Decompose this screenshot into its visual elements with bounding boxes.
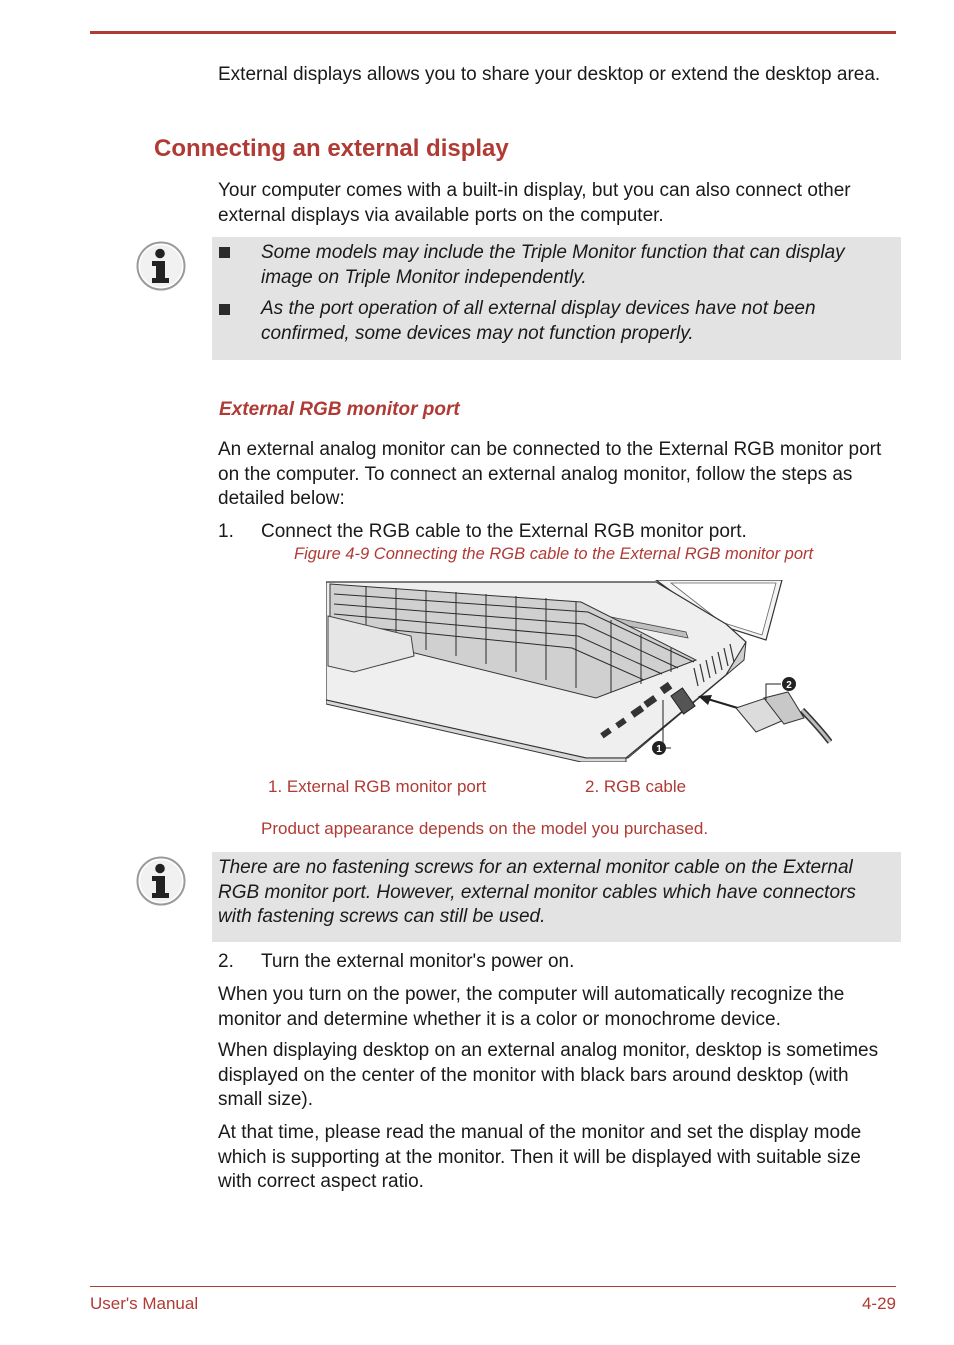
note-2-text: There are no fastening screws for an external monitor cable on the External RGB monitor port. However, external monitor cables which have connectors with fastening screws can still be used. — [218, 857, 856, 927]
paragraph-3: At that time, please read the manual of the monitor and set the display mode which is supporting at the monitor. Then it will be displayed with suitable size with correct aspect ratio. — [218, 1122, 862, 1192]
step-1-text: Connect the RGB cable to the External RGB monitor port. — [261, 521, 747, 542]
page-number: 4-29 — [861, 1294, 896, 1313]
subsection-paragraph: An external analog monitor can be connected to the External RGB monitor port on the computer. To connect an external analog monitor, follow the steps as detailed below: — [218, 439, 882, 509]
footer-rule — [90, 1286, 896, 1287]
footer-title: User's Manual — [90, 1294, 199, 1313]
figure-caption: Figure 4-9 Connecting the RGB cable to the External RGB monitor port — [294, 545, 814, 563]
figure-label-2: 2. RGB cable — [585, 777, 687, 796]
figure-note: Product appearance depends on the model you purchased. — [261, 819, 709, 838]
subsection-heading: External RGB monitor port — [219, 399, 460, 420]
paragraph-1: When you turn on the power, the computer will automatically recognize the monitor and determine whether it is a color or monochrome device. — [218, 984, 845, 1030]
note-item-1: Some models may include the Triple Monitor function that can display image on Triple Monitor independently. — [261, 242, 845, 288]
laptop-illustration — [326, 580, 832, 762]
bullet-square — [219, 304, 230, 315]
figure-label-1: 1. External RGB monitor port — [268, 777, 487, 796]
top-rule — [90, 31, 896, 34]
note-item-2: As the port operation of all external display devices have not been confirmed, some devices may not function properly. — [261, 298, 816, 344]
note-box-2 — [212, 852, 901, 942]
step-1-number: 1. — [218, 521, 234, 542]
section-heading: Connecting an external display — [154, 135, 509, 162]
note-box-1 — [212, 237, 901, 360]
info-icon — [136, 856, 186, 906]
paragraph-2: When displaying desktop on an external analog monitor, desktop is sometimes displayed on the center of the monitor with black bars around desktop (with small size). — [218, 1040, 879, 1110]
intro-paragraph: External displays allows you to share your desktop or extend the desktop area. — [218, 64, 881, 85]
callout-1: 1 — [656, 744, 662, 755]
bullet-square — [219, 247, 230, 258]
step-2-number: 2. — [218, 951, 234, 972]
info-icon — [136, 241, 186, 291]
step-2-text: Turn the external monitor's power on. — [261, 951, 575, 972]
callout-2: 2 — [786, 680, 792, 691]
section-paragraph: Your computer comes with a built-in display, but you can also connect other external displays via available ports on the computer. — [218, 180, 851, 226]
